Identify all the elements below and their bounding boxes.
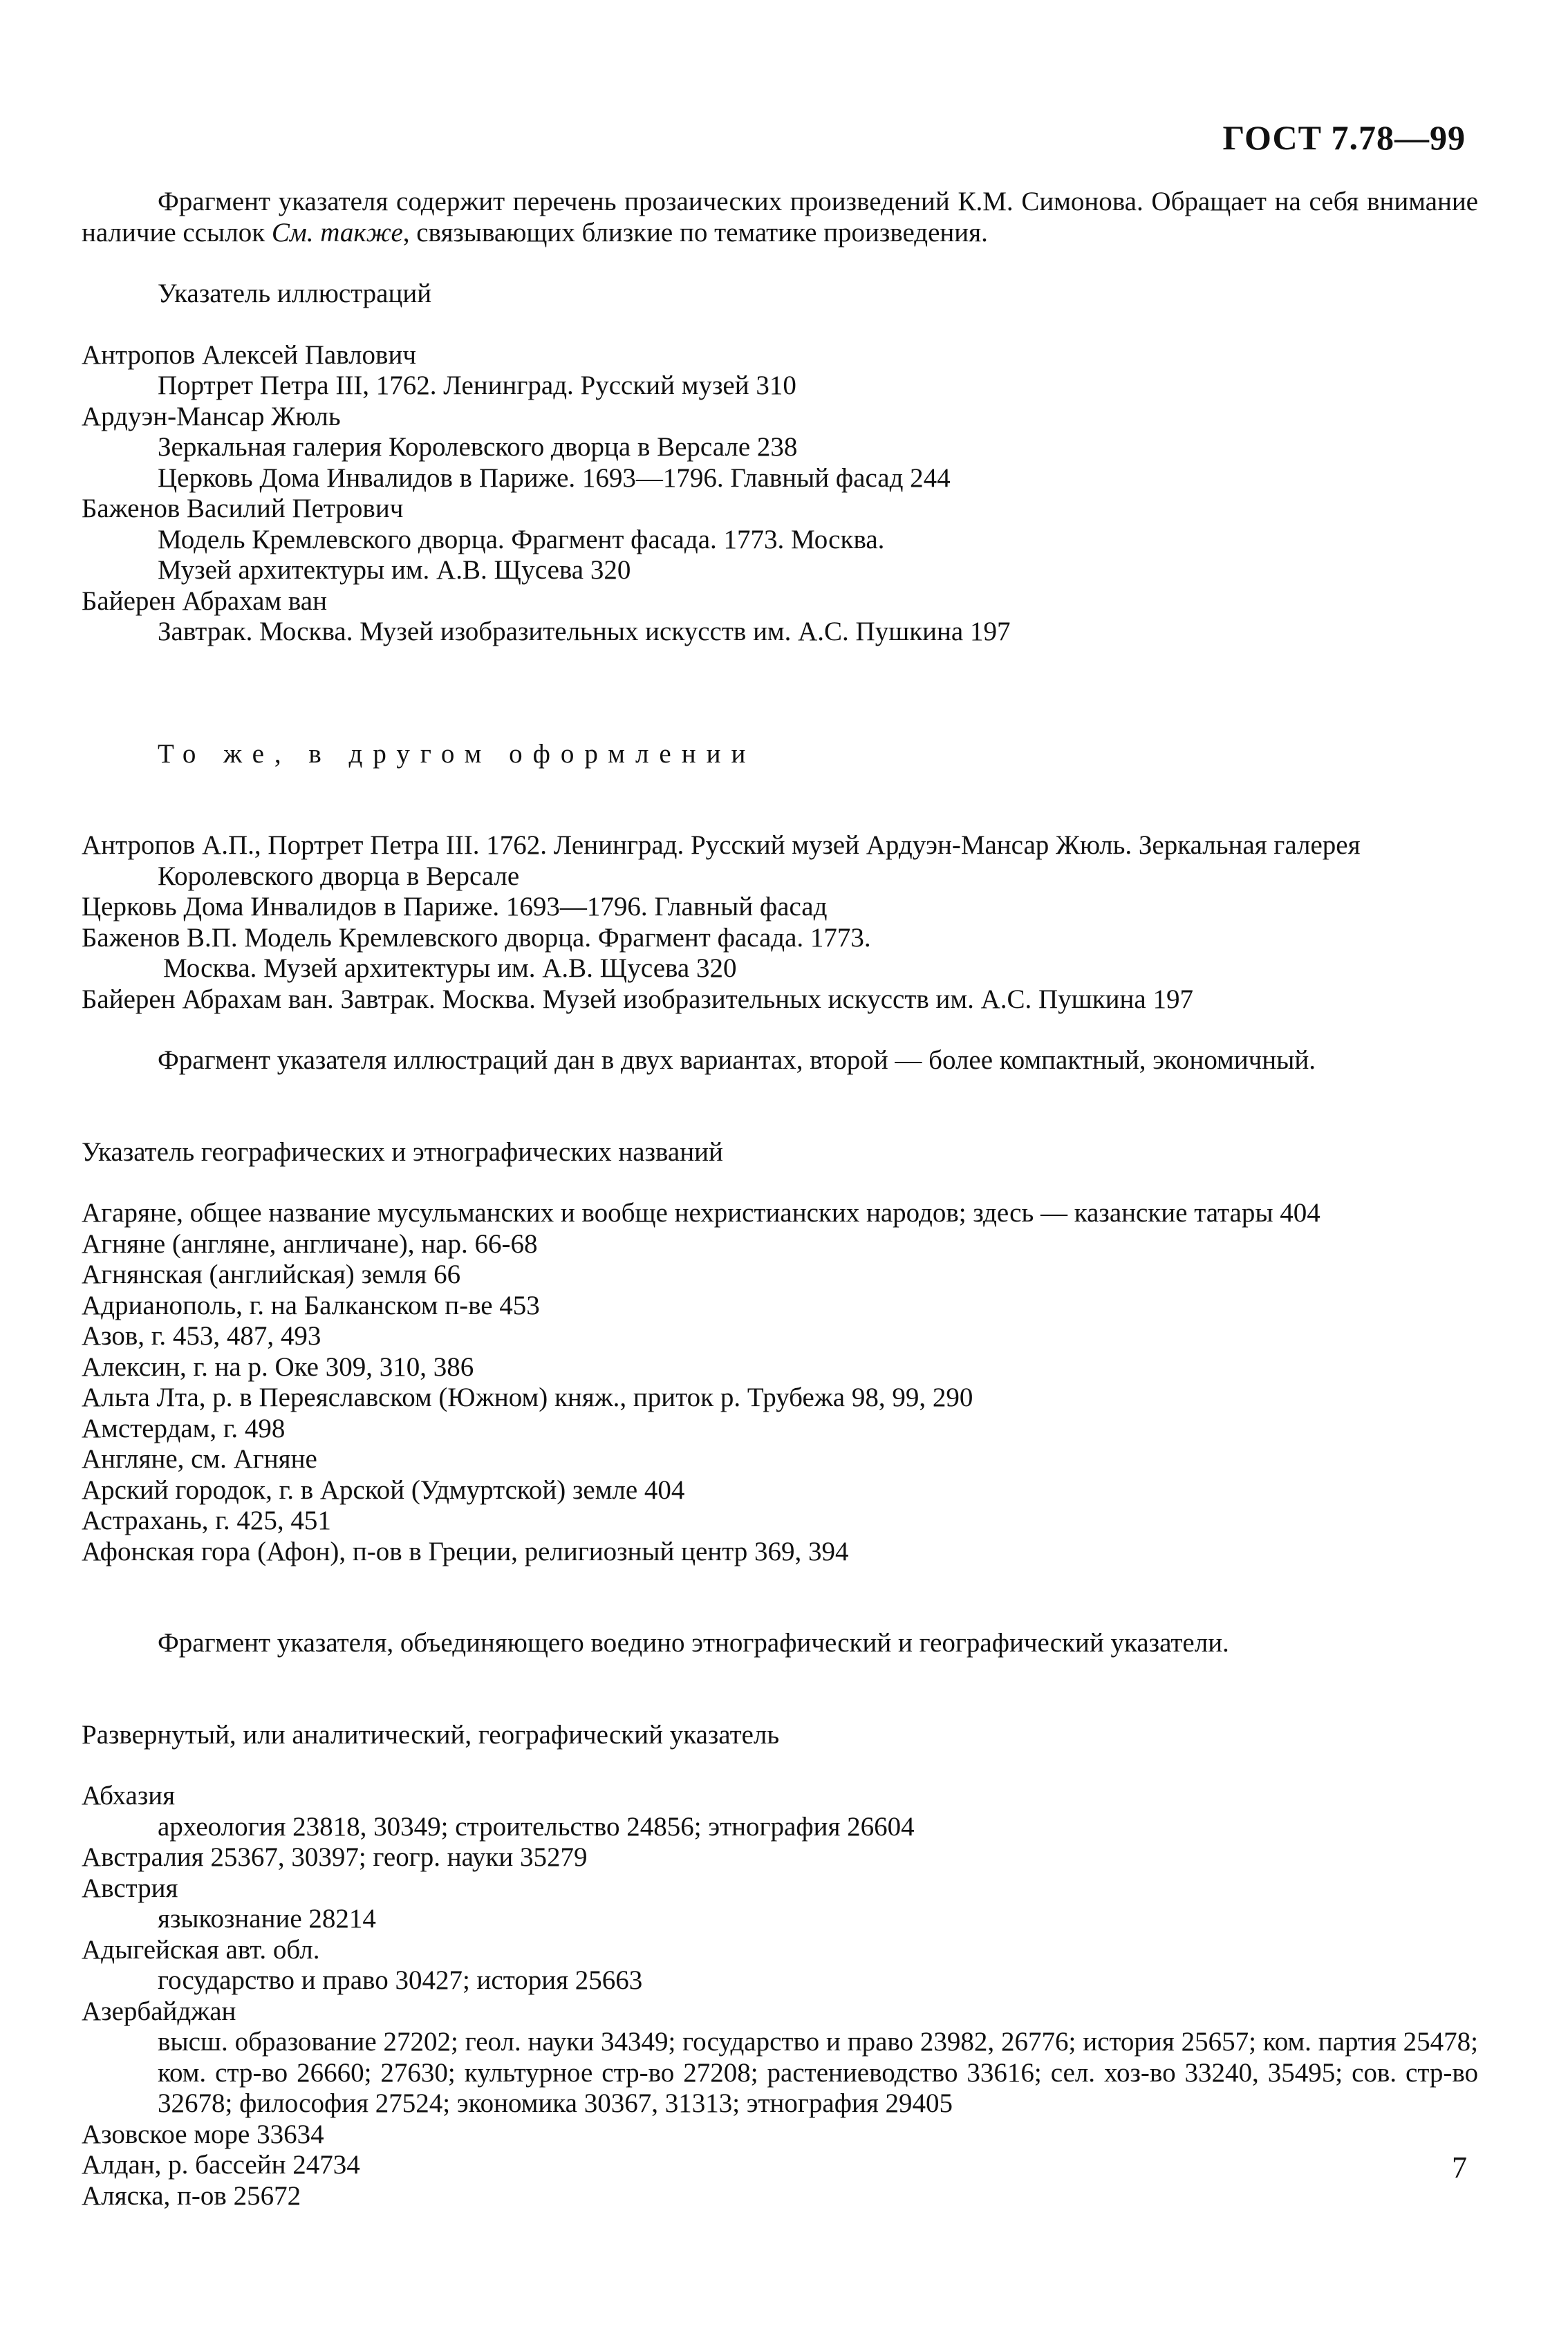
page-content — [82, 187, 1478, 2211]
illustration-author: Ардуэн-Мансар Жюль — [82, 401, 341, 431]
geo-entry: Агняне (англяне, англичане), нар. 66-68 — [82, 1228, 538, 1259]
geo-title: Указатель географических и этнографических названий — [82, 1136, 723, 1167]
analytic-entry: Азербайджан — [82, 1996, 236, 2026]
analytic-entry: Азовское море 33634 — [82, 2119, 324, 2149]
illustration-item: Зеркальная галерия Королевского дворца в Версале 238 — [158, 432, 798, 462]
alternate-line-cont: Королевского дворца в Версале — [158, 861, 520, 891]
page-number: 7 — [1452, 2151, 1467, 2184]
analytic-title: Развернутый, или аналитический, географический указатель — [82, 1719, 780, 1750]
alternate-line: Баженов В.П. Модель Кремлевского дворца. Фрагмент фасада. 1773. — [82, 922, 871, 953]
alternate-line: Церковь Дома Инвалидов в Париже. 1693—1796. Главный фасад — [82, 892, 828, 921]
geo-entry: Астрахань, г. 425, 451 — [82, 1506, 331, 1535]
illustration-author: Байерен Абрахам ван — [82, 586, 327, 616]
geo-entry: Англяне, см. Агняне — [82, 1444, 317, 1474]
analytic-entry: Адыгейская авт. обл. — [82, 1934, 320, 1965]
intro-paragraph — [82, 187, 1478, 248]
alternate-title: То же, в другом оформлении — [158, 738, 756, 769]
geo-entry: Амстердам, г. 498 — [82, 1413, 286, 1443]
intro-text-1: Фрагмент указателя содержит перечень прозаических произведений К.М. Симонова. Обращает на себя внимание наличие ссылок — [82, 187, 1478, 247]
geo-entry: Арский городок, г. в Арской (Удмуртской) земле 404 — [82, 1475, 685, 1505]
illustration-author: Баженов Василий Петрович — [82, 494, 404, 523]
geo-entry: Алексин, г. на р. Оке 309, 310, 386 — [82, 1351, 474, 1382]
alternate-line: Антропов А.П., Портрет Петра III. 1762. Ленинград. Русский музей Ардуэн-Мансар Жюль. Зеркальная галерея — [82, 830, 1361, 860]
analytic-entry: Австрия — [82, 1873, 178, 1903]
alternate-line: Байерен Абрахам ван. Завтрак. Москва. Музей изобразительных искусств им. А.С. Пушкина 197 — [82, 984, 1193, 1014]
geo-note: Фрагмент указателя, объединяющего воедино этнографический и географический указатели. — [158, 1628, 1229, 1658]
geo-entry: Агнянская (английская) земля 66 — [82, 1260, 461, 1289]
illustration-item: Музей архитектуры им. А.В. Щусева 320 — [158, 555, 631, 585]
illustration-item: Завтрак. Москва. Музей изобразительных искусств им. А.С. Пушкина 197 — [158, 617, 1011, 646]
analytic-entry: Алдан, р. бассейн 24734 — [82, 2150, 360, 2180]
intro-italic-ref: См. также — [271, 217, 403, 247]
analytic-subentry: археология 23818, 30349; строительство 24856; этнография 26604 — [158, 1811, 915, 1842]
alternate-line-cont: Москва. Музей архитектуры им. А.В. Щусева 320 — [163, 953, 737, 983]
alternate-note: Фрагмент указателя иллюстраций дан в двух вариантах, второй — более компактный, экономичный. — [158, 1045, 1316, 1075]
analytic-entry: Абхазия — [82, 1781, 176, 1810]
analytic-subentry: языкознание 28214 — [158, 1904, 376, 1934]
analytic-subentry: государство и право 30427; история 25663 — [158, 1965, 643, 1995]
geo-entry: Азов, г. 453, 487, 493 — [82, 1321, 321, 1351]
analytic-entry: Аляска, п-ов 25672 — [82, 2180, 301, 2211]
illustration-item: Модель Кремлевского дворца. Фрагмент фасада. 1773. Москва. — [158, 524, 885, 554]
illustration-item: Портрет Петра III, 1762. Ленинград. Русский музей 310 — [158, 371, 796, 400]
analytic-subentry: высш. образование 27202; геол. науки 34349; государство и право 23982, 26776; история 25657; ком. партия 25478; ком. стр-во 26660; 27630; культурное стр-во 27208; растениеводство 33616; сел. хоз-во 33240, 35495; сов. стр-во 32678; философия 27524; экономика 30367, 31313; этнография 29405 — [158, 2027, 1478, 2118]
geo-entry: Адрианополь, г. на Балканском п-ве 453 — [82, 1290, 540, 1320]
illustration-item: Церковь Дома Инвалидов в Париже. 1693—1796. Главный фасад 244 — [158, 462, 951, 493]
geo-entry: Афонская гора (Афон), п-ов в Греции, религиозный центр 369, 394 — [82, 1536, 849, 1566]
illustration-author: Антропов Алексей Павлович — [82, 339, 416, 370]
intro-text-2: , связывающих близкие по тематике произведения. — [402, 217, 988, 247]
analytic-entry: Австралия 25367, 30397; геогр. науки 35279 — [82, 1842, 588, 1872]
geo-entry: Альта Лта, р. в Переяславском (Южном) княж., приток р. Трубежа 98, 99, 290 — [82, 1383, 973, 1412]
geo-entry: Агаряне, общее название мусульманских и вообще нехристианских народов; здесь — казанские татары 404 — [82, 1198, 1320, 1228]
standard-header: ГОСТ 7.78—99 — [1222, 118, 1466, 157]
illustrations-title: Указатель иллюстраций — [158, 279, 432, 308]
